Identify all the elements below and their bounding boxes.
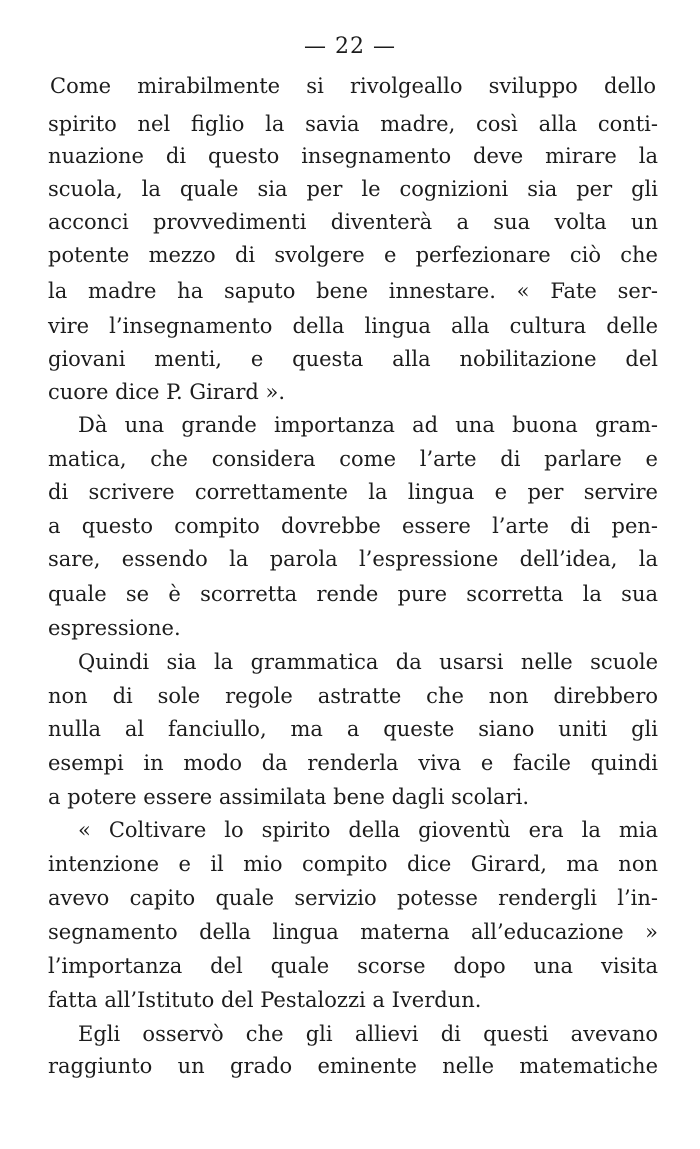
text-line: a questo compito dovrebbe essere l’arte di pen-	[48, 514, 658, 538]
text-line: Quindi sia la grammatica da usarsi nelle scuole	[78, 650, 658, 674]
text-line: Dà una grande importanza ad una buona gram-	[78, 413, 658, 437]
text-line: nuazione di questo insegnamento deve mirare la	[48, 144, 658, 168]
text-line: nulla al fanciullo, ma a queste siano uniti gli	[48, 717, 658, 741]
text-line: la madre ha saputo bene innestare. « Fate ser-	[48, 279, 658, 303]
text-line: l’importanza del quale scorse dopo una visita	[48, 954, 658, 978]
text-line: segnamento della lingua materna all’educazione »	[48, 920, 658, 944]
text-line: vire l’insegnamento della lingua alla cultura delle	[48, 314, 658, 338]
text-line: avevo capito quale servizio potesse rendergli l’in-	[48, 886, 658, 910]
text-line: « Coltivare lo spirito della gioventù era la mia	[78, 818, 658, 842]
text-line: esempi in modo da renderla viva e facile quindi	[48, 751, 658, 775]
text-line: fatta all’Istituto del Pestalozzi a Iverdun.	[48, 988, 482, 1012]
text-line: sare, essendo la parola l’espressione dell’idea, la	[48, 547, 658, 571]
text-line: acconci provvedimenti diventerà a sua volta un	[48, 210, 658, 234]
text-line: giovani menti, e questa alla nobilitazione del	[48, 347, 658, 371]
text-line: quale se è scorretta rende pure scorretta la sua	[48, 582, 658, 606]
text-line: espressione.	[48, 616, 181, 640]
text-line: raggiunto un grado eminente nelle matematiche	[48, 1054, 658, 1078]
text-line: cuore dice P. Girard ».	[48, 380, 286, 404]
text-line: non di sole regole astratte che non direbbero	[48, 684, 658, 708]
text-line: a potere essere assimilata bene dagli scolari.	[48, 785, 529, 809]
text-line: intenzione e il mio compito dice Girard, ma non	[48, 852, 658, 876]
page-number: — 22 —	[304, 34, 396, 59]
text-line: potente mezzo di svolgere e perfezionare ciò che	[48, 243, 658, 267]
text-line: Egli osservò che gli allievi di questi avevano	[78, 1022, 658, 1046]
text-line: spirito nel figlio la savia madre, così alla conti-	[48, 112, 658, 136]
text-line: scuola, la quale sia per le cognizioni sia per gli	[48, 177, 658, 201]
text-line: Come mirabilmente si rivolgeallo sviluppo dello	[50, 74, 656, 98]
text-line: di scrivere correttamente la lingua e per servire	[48, 480, 658, 504]
text-line: matica, che considera come l’arte di parlare e	[48, 447, 658, 471]
